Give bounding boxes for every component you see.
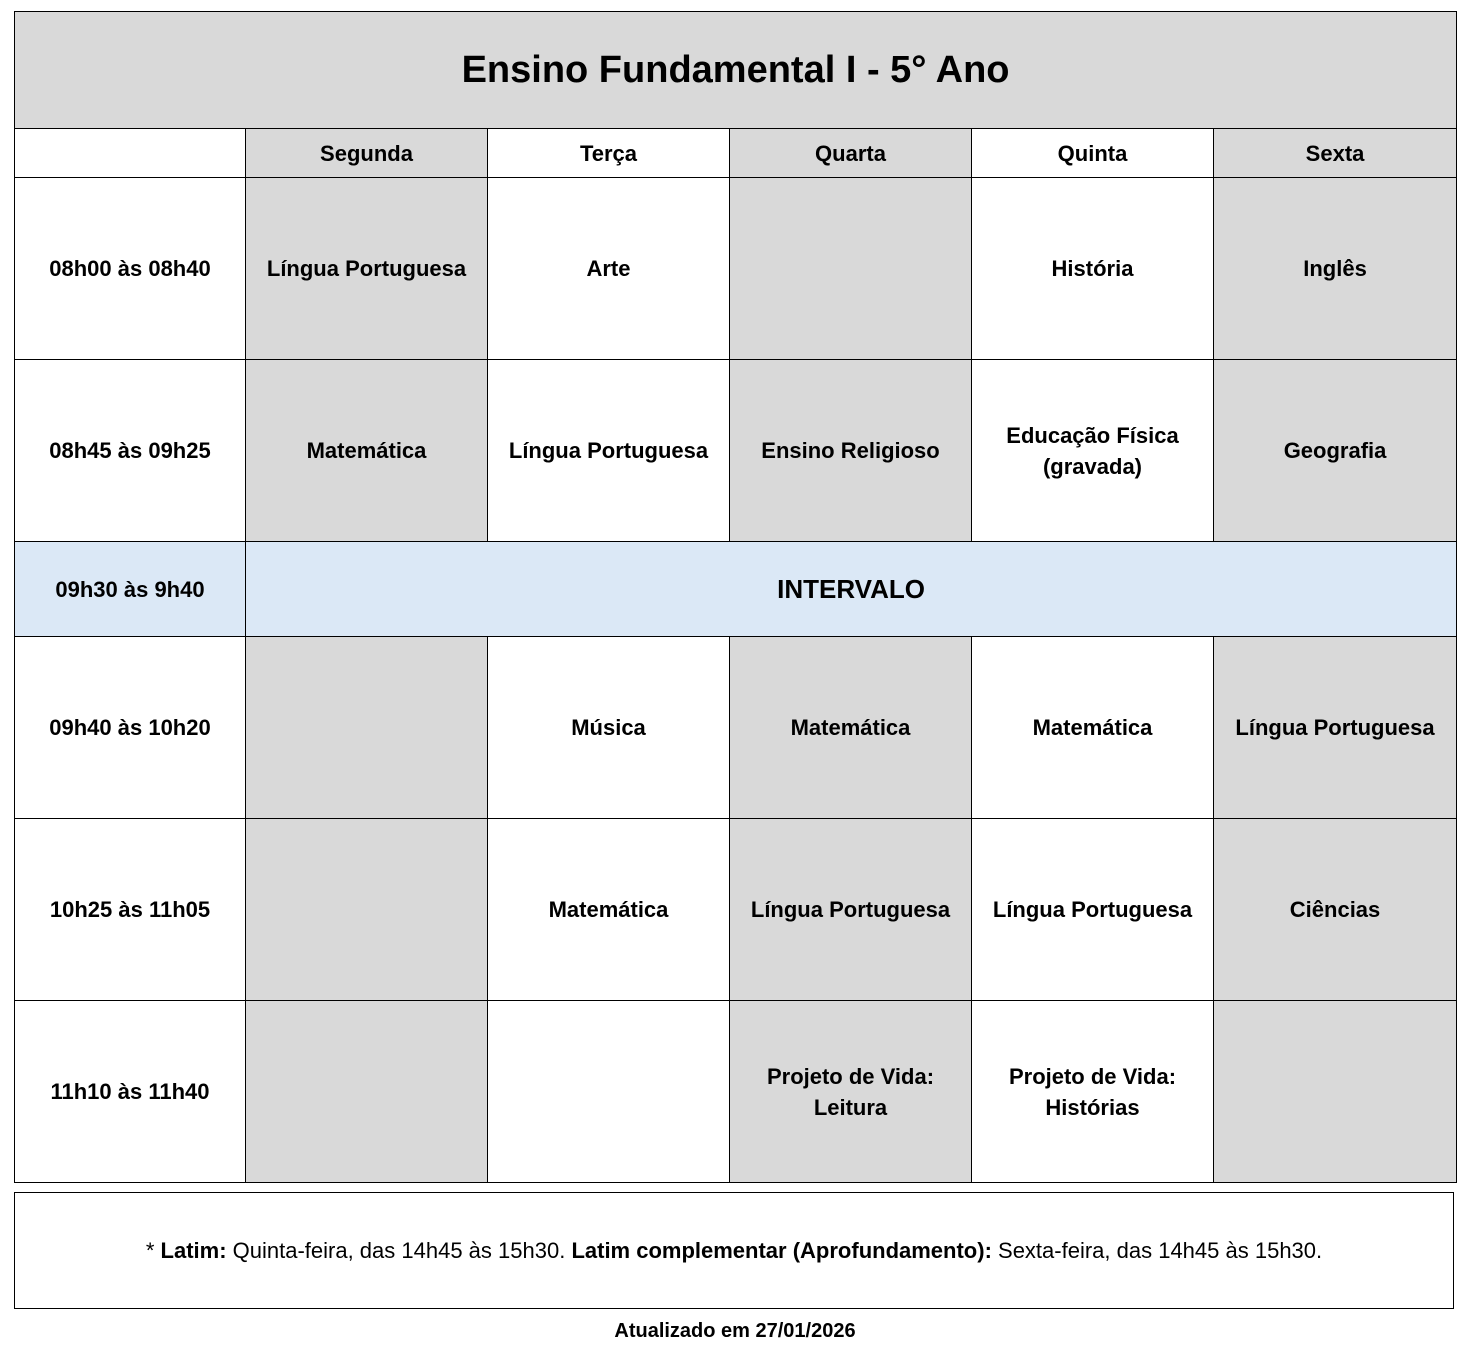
- latim-complementar-text: Sexta-feira, das 14h45 às 15h30.: [991, 1237, 1323, 1263]
- day-header: Segunda: [246, 129, 488, 178]
- subject-cell: Projeto de Vida: Leitura: [730, 1001, 972, 1183]
- footnote-text: [146, 1238, 1322, 1264]
- time-cell: 08h00 às 08h40: [15, 178, 246, 360]
- day-header: Quinta: [972, 129, 1214, 178]
- footnote-prefix: *: [145, 1237, 161, 1263]
- corner-cell: [15, 129, 246, 178]
- time-cell: 08h45 às 09h25: [15, 360, 246, 542]
- subject-cell: Língua Portuguesa: [730, 819, 972, 1001]
- day-header: Terça: [488, 129, 730, 178]
- day-header-row: [15, 129, 1457, 178]
- subject-cell: [1214, 1001, 1457, 1183]
- period-row: [15, 637, 1457, 819]
- subject-cell: Educação Física (gravada): [972, 360, 1214, 542]
- time-cell: 10h25 às 11h05: [15, 819, 246, 1001]
- time-cell: 11h10 às 11h40: [15, 1001, 246, 1183]
- subject-cell: Língua Portuguesa: [246, 178, 488, 360]
- page-title: Ensino Fundamental I - 5° Ano: [15, 12, 1457, 129]
- subject-cell: Projeto de Vida: Histórias: [972, 1001, 1214, 1183]
- latim-text: Quinta-feira, das 14h45 às 15h30.: [226, 1237, 572, 1263]
- subject-cell: Língua Portuguesa: [488, 360, 730, 542]
- day-header: Sexta: [1214, 129, 1457, 178]
- time-cell: 09h30 às 9h40: [15, 542, 246, 637]
- subject-cell: Matemática: [488, 819, 730, 1001]
- subject-cell: Matemática: [246, 360, 488, 542]
- subject-cell: [246, 819, 488, 1001]
- latim-label: Latim:: [160, 1237, 227, 1263]
- footnote-box: [14, 1192, 1454, 1309]
- subject-cell: Ciências: [1214, 819, 1457, 1001]
- subject-cell: Inglês: [1214, 178, 1457, 360]
- subject-cell: História: [972, 178, 1214, 360]
- break-label: INTERVALO: [246, 542, 1457, 637]
- break-row: [15, 542, 1457, 637]
- subject-cell: [488, 1001, 730, 1183]
- subject-cell: [730, 178, 972, 360]
- subject-cell: Matemática: [730, 637, 972, 819]
- period-row: [15, 178, 1457, 360]
- subject-cell: [246, 637, 488, 819]
- day-header: Quarta: [730, 129, 972, 178]
- period-row: [15, 819, 1457, 1001]
- subject-cell: Arte: [488, 178, 730, 360]
- subject-cell: Matemática: [972, 637, 1214, 819]
- subject-cell: Geografia: [1214, 360, 1457, 542]
- updated-date: Atualizado em 27/01/2026: [614, 1320, 856, 1342]
- schedule-table: [14, 11, 1457, 1183]
- time-cell: 09h40 às 10h20: [15, 637, 246, 819]
- latim-complementar-label: Latim complementar (Aprofundamento):: [571, 1237, 992, 1263]
- subject-cell: Língua Portuguesa: [972, 819, 1214, 1001]
- period-row: [15, 1001, 1457, 1183]
- subject-cell: Música: [488, 637, 730, 819]
- subject-cell: Ensino Religioso: [730, 360, 972, 542]
- period-row: [15, 360, 1457, 542]
- subject-cell: Língua Portuguesa: [1214, 637, 1457, 819]
- subject-cell: [246, 1001, 488, 1183]
